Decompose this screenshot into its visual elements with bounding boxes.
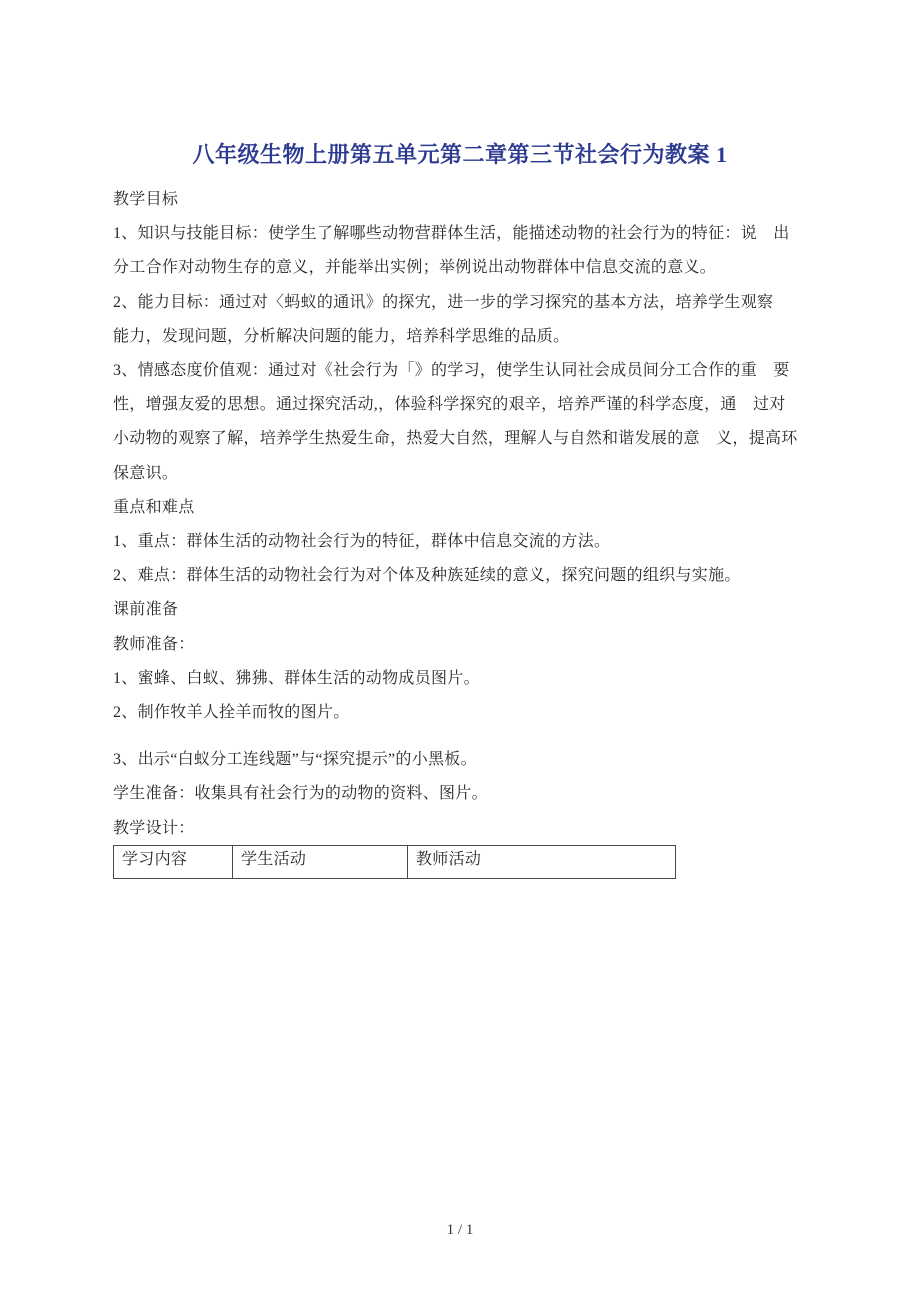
- document-line: 分工合作对动物生存的意义，并能举出实例；举例说出动物群体中信息交流的意义。: [113, 259, 717, 277]
- page-footer: [0, 1222, 920, 1239]
- page-number-indicator: 1 / 1: [446, 1222, 474, 1238]
- document-line: 课前准备: [113, 601, 179, 619]
- table-header-cell: 学习内容: [114, 846, 233, 879]
- document-line: 教学目标: [113, 191, 179, 208]
- document-body: [113, 183, 820, 846]
- document-line: 1、知识与技能目标：使学生了解哪些动物营群体生活，能描述动物的社会行为的特征：说 出: [113, 225, 790, 243]
- document-line: 2、能力目标：通过对〈蚂蚁的通讯》的探宄，进一步的学习探究的基本方法，培养学生观察: [113, 293, 774, 311]
- document-line: 能力，发现问题，分析解决问题的能力，培养科学思维的品质。: [113, 327, 570, 345]
- document-line: 3、情感态度价值观：通过对《社会行为「》的学习，使学生认同社会成员间分工合作的重 要: [113, 362, 790, 380]
- document-line: 2、难点：群体生活的动物社会行为对个体及种族延续的意义，探究问题的组织与实施。: [113, 567, 741, 585]
- document-line: 学生准备：收集具有社会行为的动物的资料、图片。: [113, 785, 488, 803]
- document-line: 教师准备：: [113, 635, 195, 653]
- teaching-design-table: [113, 845, 676, 879]
- document-line: 教学设计：: [113, 819, 195, 837]
- table-header-cell: 教师活动: [408, 846, 676, 879]
- document-line: 1、蜜蜂、白蚁、狒狒、群体生活的动物成员图片。: [113, 669, 480, 687]
- document-line: 2、制作牧羊人拴羊而牧的图片。: [113, 704, 350, 722]
- table-header-row: [114, 846, 676, 879]
- document-line: 1、重点：群体生活的动物社会行为的特征，群体中信息交流的方法。: [113, 533, 611, 551]
- document-title: 八年级生物上册第五单元第二章第三节社会行为教案 1: [192, 142, 728, 167]
- document-line: 重点和难点: [113, 498, 195, 516]
- table-header-cell: 学生活动: [233, 846, 408, 879]
- document-line: 3、出示“白蚁分工连线题”与“探究提示”的小黑板。: [113, 751, 477, 769]
- document-line: 性，增强友爱的思想。通过探究活动,，体验科学探究的艰辛，培养严谨的科学态度，通 过对: [113, 396, 786, 414]
- document-line: 小动物的观察了解，培养学生热爱生命，热爱大自然，理解人与自然和谐发展的意 义，提高环: [113, 430, 798, 448]
- document-line: 保意识。: [113, 464, 179, 482]
